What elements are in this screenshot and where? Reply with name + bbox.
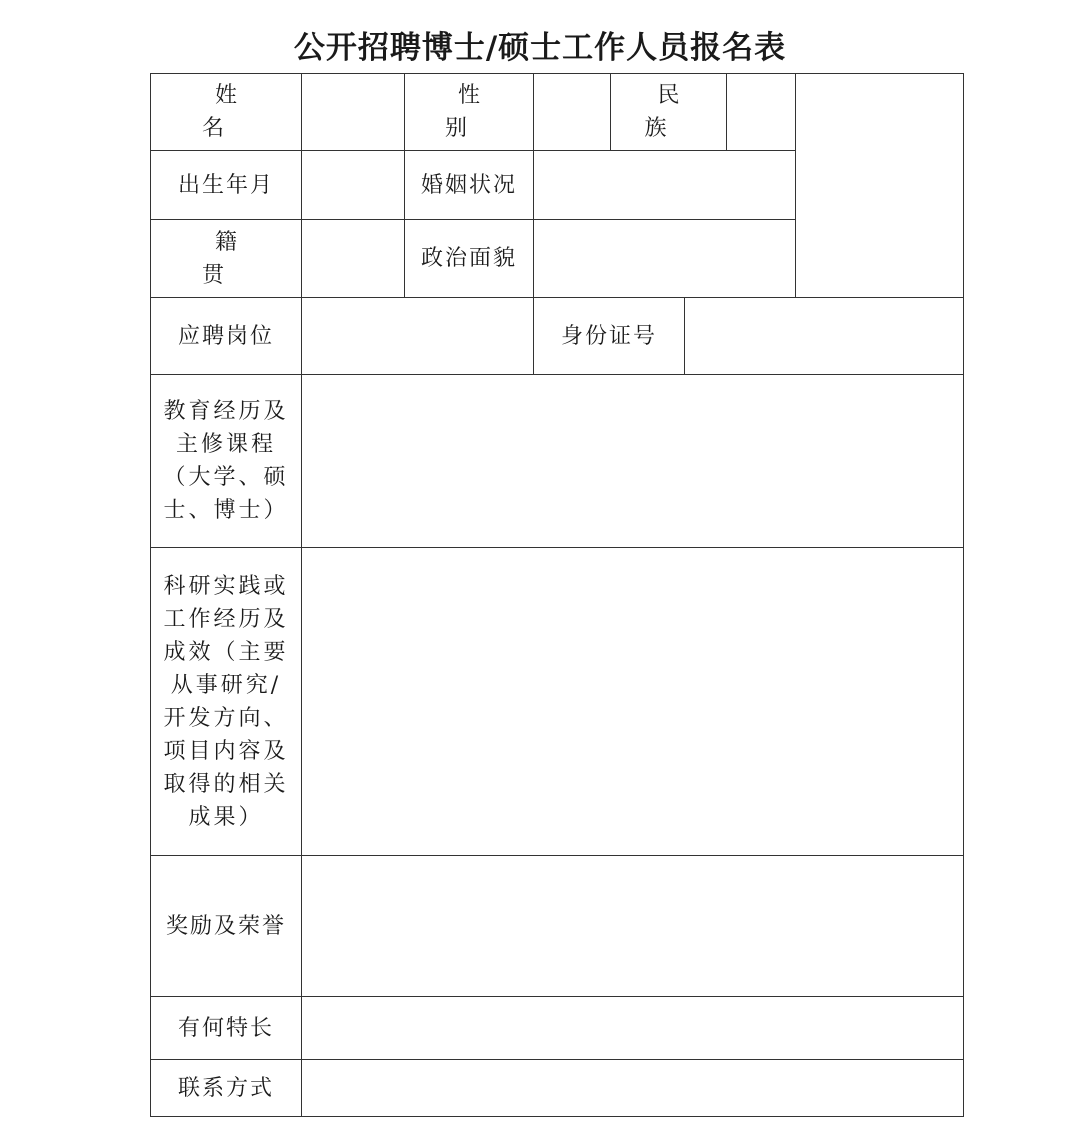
registration-form-table <box>150 73 964 1117</box>
contact-field[interactable] <box>302 1060 964 1117</box>
position-field[interactable] <box>302 298 534 375</box>
label-ethnicity-text: 民 族 <box>644 83 706 141</box>
label-political: 政治面貌 <box>405 220 534 298</box>
label-specialty: 有何特长 <box>151 997 302 1060</box>
label-gender <box>405 74 534 151</box>
research-field[interactable] <box>302 548 964 856</box>
label-birth: 出生年月 <box>151 151 302 220</box>
native-place-field[interactable] <box>302 220 405 298</box>
label-marital: 婚姻状况 <box>405 151 534 220</box>
label-name-text: 姓 名 <box>201 83 263 141</box>
name-field[interactable] <box>302 74 405 151</box>
specialty-field[interactable] <box>302 997 964 1060</box>
label-name <box>151 74 302 151</box>
label-ethnicity <box>611 74 727 151</box>
gender-field[interactable] <box>534 74 611 151</box>
id-number-field[interactable] <box>685 298 964 375</box>
education-field[interactable] <box>302 375 964 548</box>
label-id-number: 身份证号 <box>534 298 685 375</box>
label-contact: 联系方式 <box>151 1060 302 1117</box>
label-research: 科研实践或工作经历及成效（主要从事研究/开发方向、项目内容及取得的相关成果） <box>151 548 302 856</box>
page-title: 公开招聘博士/硕士工作人员报名表 <box>293 30 787 66</box>
label-awards: 奖励及荣誉 <box>151 856 302 997</box>
photo-field[interactable] <box>796 74 964 298</box>
birth-field[interactable] <box>302 151 405 220</box>
ethnicity-field[interactable] <box>727 74 796 151</box>
marital-field[interactable] <box>534 151 796 220</box>
political-field[interactable] <box>534 220 796 298</box>
label-education: 教育经历及主修课程（大学、硕士、博士） <box>151 375 302 548</box>
label-native-place <box>151 220 302 298</box>
label-gender-text: 性 别 <box>444 83 506 141</box>
label-native-place-text: 籍 贯 <box>201 229 263 288</box>
awards-field[interactable] <box>302 856 964 997</box>
label-position: 应聘岗位 <box>151 298 302 375</box>
